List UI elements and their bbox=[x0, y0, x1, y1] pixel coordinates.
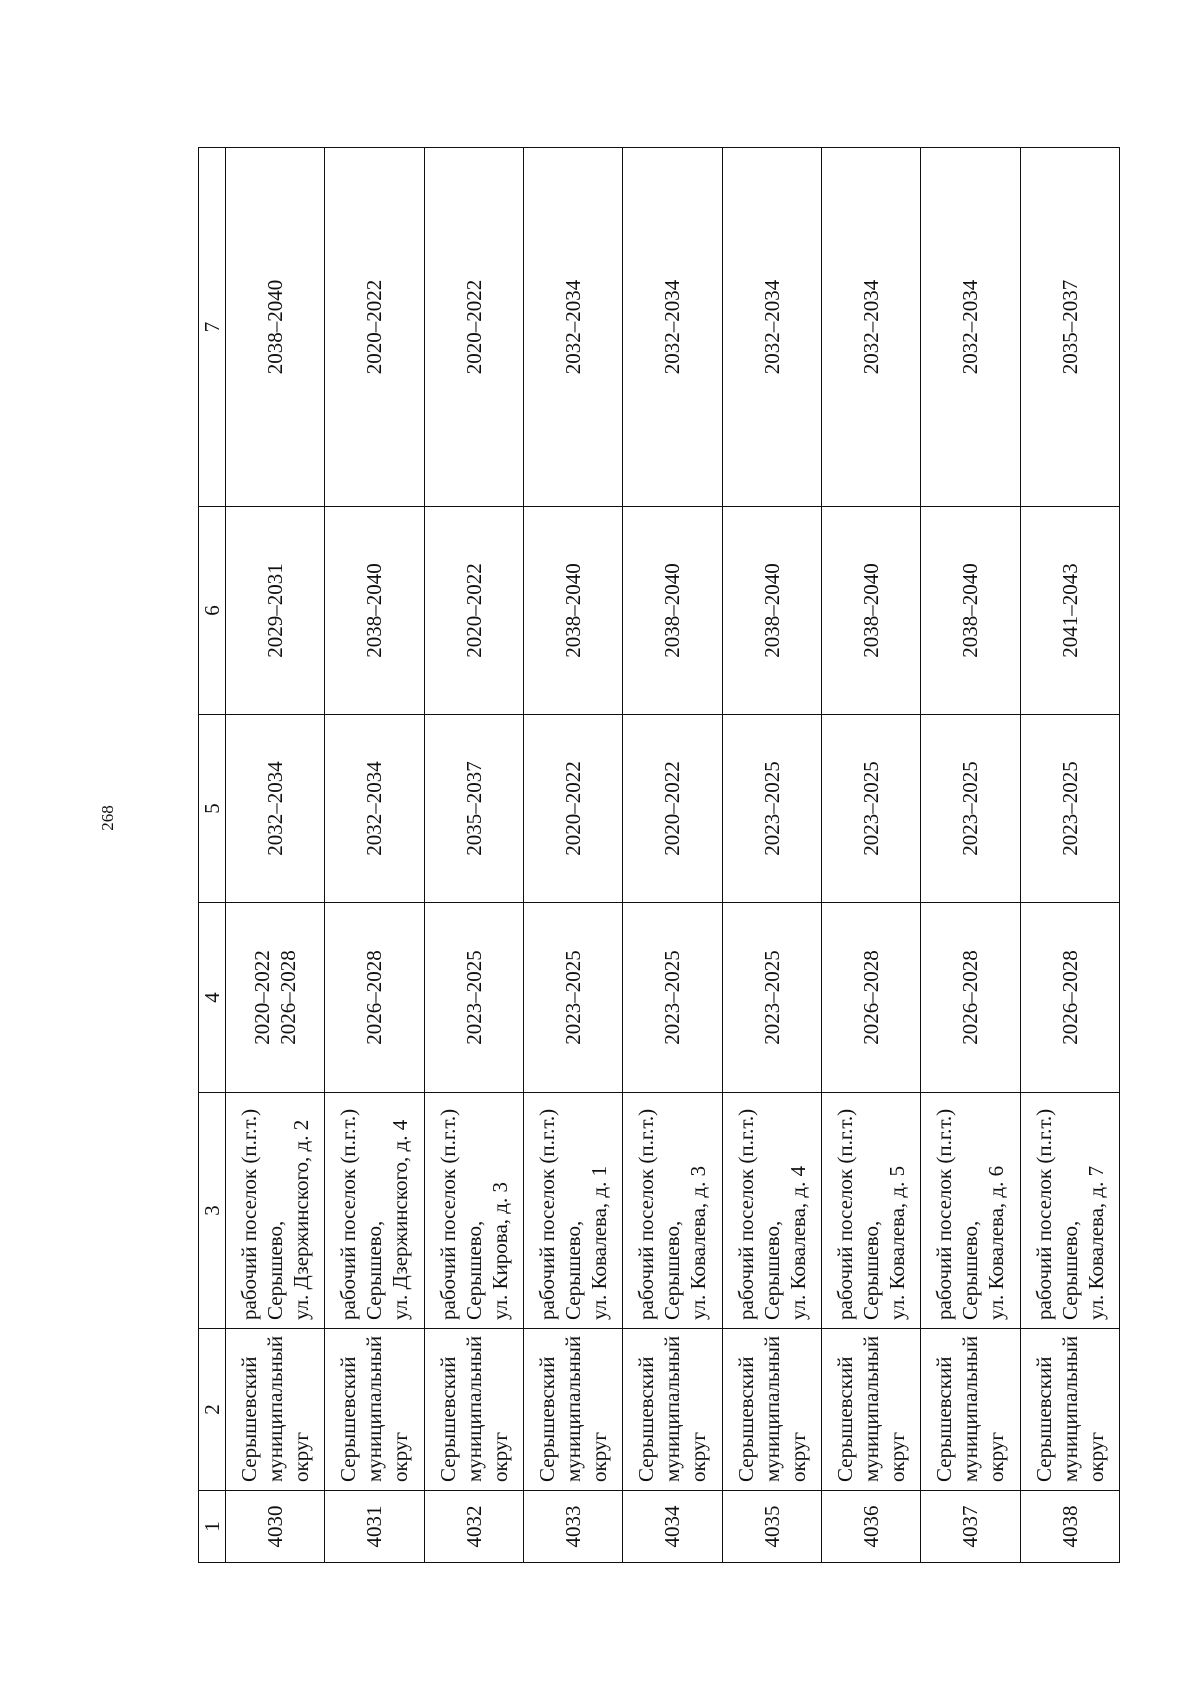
cell-text: рабочий поселок (п.г.т.) bbox=[932, 1108, 957, 1320]
address-cell bbox=[821, 1093, 920, 1329]
cell-text: Серышевский bbox=[932, 1356, 957, 1482]
period-cell-col4 bbox=[921, 903, 1020, 1093]
cell-text: Серышевский bbox=[535, 1356, 560, 1482]
period-cell-col7: 2020–2022 bbox=[424, 148, 523, 507]
cell-text: Серышево, bbox=[362, 1220, 387, 1320]
cell-text: муниципальный bbox=[660, 1335, 685, 1482]
address-cell bbox=[921, 1093, 1020, 1329]
cell-text: ул. Дзержинского, д. 4 bbox=[388, 1119, 413, 1320]
address-cell bbox=[523, 1093, 622, 1329]
period-cell-col5: 2032–2034 bbox=[226, 715, 325, 903]
table-row bbox=[1020, 148, 1119, 1563]
municipality-cell bbox=[921, 1329, 1020, 1491]
cell-text: ул. Ковалева, д. 4 bbox=[785, 1165, 810, 1320]
cell-text: рабочий поселок (п.г.т.) bbox=[1031, 1108, 1056, 1320]
row-number-cell: 4034 bbox=[623, 1491, 722, 1563]
cell-text: рабочий поселок (п.г.т.) bbox=[733, 1108, 758, 1320]
cell-text: муниципальный bbox=[759, 1335, 784, 1482]
column-header: 1 bbox=[199, 1491, 226, 1563]
cell-text: Серышево, bbox=[759, 1220, 784, 1320]
period-cell-col7: 2038–2040 bbox=[226, 148, 325, 507]
cell-text: 2026–2028 bbox=[859, 950, 884, 1045]
period-cell-col5: 2032–2034 bbox=[325, 715, 424, 903]
period-cell-col5: 2035–2037 bbox=[424, 715, 523, 903]
header-row bbox=[199, 148, 226, 1563]
cell-text: рабочий поселок (п.г.т.) bbox=[336, 1108, 361, 1320]
table-row bbox=[722, 148, 821, 1563]
table-row bbox=[325, 148, 424, 1563]
cell-text: Серышевский bbox=[1031, 1356, 1056, 1482]
column-header: 5 bbox=[199, 715, 226, 903]
period-cell-col4 bbox=[722, 903, 821, 1093]
period-cell-col7: 2032–2034 bbox=[921, 148, 1020, 507]
cell-text: 2023–2025 bbox=[759, 950, 784, 1045]
cell-text: Серышево, bbox=[958, 1220, 983, 1320]
schedule-table-container bbox=[198, 148, 1120, 1563]
column-header: 7 bbox=[199, 148, 226, 507]
cell-text: муниципальный bbox=[859, 1335, 884, 1482]
cell-text: ул. Кирова, д. 3 bbox=[487, 1182, 512, 1320]
cell-text: Серышево, bbox=[263, 1220, 288, 1320]
cell-text: Серышево, bbox=[660, 1220, 685, 1320]
period-cell-col6: 2041–2043 bbox=[1020, 507, 1119, 715]
municipality-cell bbox=[424, 1329, 523, 1491]
cell-text: округ bbox=[388, 1431, 413, 1482]
period-cell-col5: 2023–2025 bbox=[1020, 715, 1119, 903]
table-row bbox=[921, 148, 1020, 1563]
cell-text: ул. Ковалева, д. 5 bbox=[885, 1165, 910, 1320]
cell-text: округ bbox=[984, 1431, 1009, 1482]
cell-text: Серышевский bbox=[336, 1356, 361, 1482]
municipality-cell bbox=[325, 1329, 424, 1491]
table-body bbox=[226, 148, 1120, 1563]
cell-text: ул. Ковалева, д. 6 bbox=[984, 1165, 1009, 1320]
cell-text: Серышево, bbox=[561, 1220, 586, 1320]
cell-text: муниципальный bbox=[362, 1335, 387, 1482]
period-cell-col5: 2023–2025 bbox=[921, 715, 1020, 903]
column-header: 3 bbox=[199, 1093, 226, 1329]
period-cell-col7: 2032–2034 bbox=[623, 148, 722, 507]
table-row bbox=[821, 148, 920, 1563]
cell-text: округ bbox=[885, 1431, 910, 1482]
cell-text: ул. Дзержинского, д. 2 bbox=[289, 1119, 314, 1320]
cell-text: округ bbox=[587, 1431, 612, 1482]
period-cell-col7: 2020–2022 bbox=[325, 148, 424, 507]
address-cell bbox=[1020, 1093, 1119, 1329]
row-number-cell: 4036 bbox=[821, 1491, 920, 1563]
period-cell-col5: 2023–2025 bbox=[821, 715, 920, 903]
period-cell-col7: 2032–2034 bbox=[722, 148, 821, 507]
cell-text: 2023–2025 bbox=[561, 950, 586, 1045]
cell-text: рабочий поселок (п.г.т.) bbox=[435, 1108, 460, 1320]
row-number-cell: 4030 bbox=[226, 1491, 325, 1563]
period-cell-col4 bbox=[623, 903, 722, 1093]
row-number-cell: 4037 bbox=[921, 1491, 1020, 1563]
cell-text: 2026–2028 bbox=[958, 950, 983, 1045]
cell-text: округ bbox=[289, 1431, 314, 1482]
period-cell-col6: 2020–2022 bbox=[424, 507, 523, 715]
cell-text: рабочий поселок (п.г.т.) bbox=[634, 1108, 659, 1320]
address-cell bbox=[424, 1093, 523, 1329]
column-header: 6 bbox=[199, 507, 226, 715]
row-number-cell: 4033 bbox=[523, 1491, 622, 1563]
cell-text: 2026–2028 bbox=[1057, 950, 1082, 1045]
address-cell bbox=[325, 1093, 424, 1329]
cell-text: 2023–2025 bbox=[461, 950, 486, 1045]
cell-text: 2026–2028 bbox=[276, 950, 301, 1045]
cell-text: 2023–2025 bbox=[660, 950, 685, 1045]
cell-text: муниципальный bbox=[561, 1335, 586, 1482]
address-cell bbox=[623, 1093, 722, 1329]
cell-text: ул. Ковалева, д. 1 bbox=[587, 1165, 612, 1320]
row-number-cell: 4035 bbox=[722, 1491, 821, 1563]
period-cell-col6: 2038–2040 bbox=[623, 507, 722, 715]
cell-text: Серышевский bbox=[833, 1356, 858, 1482]
period-cell-col4 bbox=[226, 903, 325, 1093]
period-cell-col7: 2032–2034 bbox=[523, 148, 622, 507]
period-cell-col6: 2029–2031 bbox=[226, 507, 325, 715]
cell-text: Серышево, bbox=[461, 1220, 486, 1320]
address-cell bbox=[722, 1093, 821, 1329]
period-cell-col7: 2035–2037 bbox=[1020, 148, 1119, 507]
row-number-cell: 4032 bbox=[424, 1491, 523, 1563]
cell-text: ул. Ковалева, д. 7 bbox=[1083, 1165, 1108, 1320]
period-cell-col6: 2038–2040 bbox=[821, 507, 920, 715]
cell-text: округ bbox=[1083, 1431, 1108, 1482]
cell-text: муниципальный bbox=[461, 1335, 486, 1482]
municipality-cell bbox=[623, 1329, 722, 1491]
cell-text: округ bbox=[487, 1431, 512, 1482]
period-cell-col6: 2038–2040 bbox=[921, 507, 1020, 715]
period-cell-col4 bbox=[1020, 903, 1119, 1093]
cell-text: округ bbox=[686, 1431, 711, 1482]
period-cell-col6: 2038–2040 bbox=[722, 507, 821, 715]
cell-text: муниципальный bbox=[1057, 1335, 1082, 1482]
period-cell-col5: 2020–2022 bbox=[623, 715, 722, 903]
cell-text: округ bbox=[785, 1431, 810, 1482]
municipality-cell bbox=[523, 1329, 622, 1491]
column-header: 4 bbox=[199, 903, 226, 1093]
table-row bbox=[424, 148, 523, 1563]
address-cell bbox=[226, 1093, 325, 1329]
cell-text: рабочий поселок (п.г.т.) bbox=[535, 1108, 560, 1320]
period-cell-col7: 2032–2034 bbox=[821, 148, 920, 507]
cell-text: Серышевский bbox=[237, 1356, 262, 1482]
period-cell-col5: 2020–2022 bbox=[523, 715, 622, 903]
row-number-cell: 4031 bbox=[325, 1491, 424, 1563]
cell-text: рабочий поселок (п.г.т.) bbox=[833, 1108, 858, 1320]
period-cell-col4 bbox=[424, 903, 523, 1093]
cell-text: Серышевский bbox=[435, 1356, 460, 1482]
municipality-cell bbox=[722, 1329, 821, 1491]
cell-text: рабочий поселок (п.г.т.) bbox=[237, 1108, 262, 1320]
cell-text: Серышевский bbox=[634, 1356, 659, 1482]
period-cell-col6: 2038–2040 bbox=[325, 507, 424, 715]
period-cell-col5: 2023–2025 bbox=[722, 715, 821, 903]
cell-text: муниципальный bbox=[263, 1335, 288, 1482]
row-number-cell: 4038 bbox=[1020, 1491, 1119, 1563]
cell-text: Серышевский bbox=[733, 1356, 758, 1482]
table-row bbox=[623, 148, 722, 1563]
cell-text: 2026–2028 bbox=[362, 950, 387, 1045]
cell-text: 2020–2022 bbox=[250, 950, 275, 1045]
period-cell-col4 bbox=[325, 903, 424, 1093]
column-header: 2 bbox=[199, 1329, 226, 1491]
municipality-cell bbox=[821, 1329, 920, 1491]
table-row bbox=[523, 148, 622, 1563]
page-number: 268 bbox=[98, 805, 117, 831]
municipality-cell bbox=[1020, 1329, 1119, 1491]
cell-text: Серышево, bbox=[859, 1220, 884, 1320]
table-row bbox=[226, 148, 325, 1563]
period-cell-col6: 2038–2040 bbox=[523, 507, 622, 715]
period-cell-col4 bbox=[523, 903, 622, 1093]
cell-text: муниципальный bbox=[958, 1335, 983, 1482]
municipality-cell bbox=[226, 1329, 325, 1491]
period-cell-col4 bbox=[821, 903, 920, 1093]
schedule-table bbox=[198, 147, 1120, 1563]
cell-text: ул. Ковалева, д. 3 bbox=[686, 1165, 711, 1320]
cell-text: Серышево, bbox=[1057, 1220, 1082, 1320]
